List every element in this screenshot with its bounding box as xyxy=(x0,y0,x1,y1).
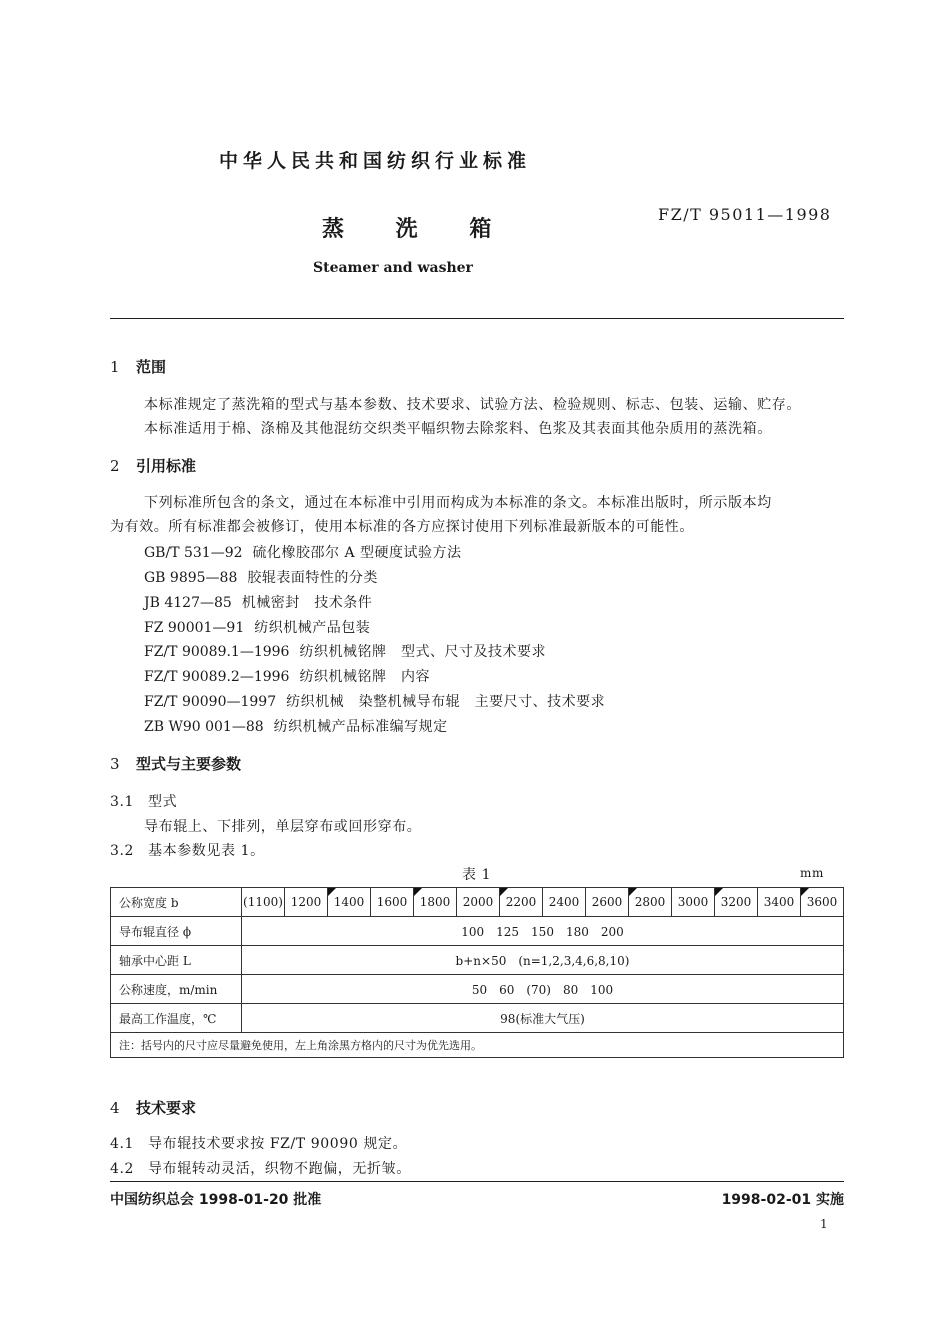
width-cell: 2000 xyxy=(457,888,500,917)
reference-code: JB 4127—85 xyxy=(144,595,232,611)
reference-title: 纺织机械产品标准编写规定 xyxy=(273,719,448,735)
table-unit: mm xyxy=(800,866,824,880)
section-3-heading xyxy=(110,753,241,774)
width-cell: 2600 xyxy=(586,888,629,917)
subsection-3-1-heading xyxy=(110,791,177,811)
section-2-para-line-2: 为有效。所有标准都会被修订，使用本标准的各方应探讨使用下列标准最新版本的可能性。 xyxy=(110,519,694,535)
reference-code: ZB W90 001—88 xyxy=(144,719,264,735)
row-value: 50 60 (70) 80 100 xyxy=(242,975,844,1004)
section-1-para-1: 本标准规定了蒸洗箱的型式与基本参数、技术要求、试验方法、检验规则、标志、包装、运输、贮存。 xyxy=(144,397,801,413)
reference-item xyxy=(144,691,605,711)
section-number: 3 xyxy=(110,755,120,773)
subsection-text: 导布辊技术要求按 FZ/T 90090 规定。 xyxy=(148,1136,408,1152)
reference-title: 纺织机械铭牌 内容 xyxy=(299,669,430,685)
reference-title: 纺织机械 染整机械导布辊 主要尺寸、技术要求 xyxy=(286,694,606,710)
width-cell-preferred: 2800 xyxy=(629,888,672,917)
section-2-para-line-1: 下列标准所包含的条文，通过在本标准中引用而构成为本标准的条文。本标准出版时，所示版本均 xyxy=(144,495,772,511)
table-row xyxy=(111,975,844,1004)
section-title: 型式与主要参数 xyxy=(136,755,242,773)
reference-title: 纺织机械产品包装 xyxy=(254,620,371,636)
table-note-row xyxy=(111,1033,844,1058)
width-cell-preferred: 3200 xyxy=(715,888,758,917)
width-cell: 3400 xyxy=(758,888,801,917)
section-1-heading xyxy=(110,356,166,377)
reference-title: 机械密封 技术条件 xyxy=(241,595,373,611)
table-row xyxy=(111,946,844,975)
subsection-4-2 xyxy=(110,1158,411,1178)
width-cell: (1100) xyxy=(242,888,285,917)
standard-category-header: 中华人民共和国纺织行业标准 xyxy=(219,150,532,172)
footer-rule xyxy=(110,1181,844,1182)
section-2-heading xyxy=(110,455,196,476)
reference-code: FZ 90001—91 xyxy=(144,620,245,636)
section-title: 范围 xyxy=(136,358,167,376)
reference-item xyxy=(144,592,372,612)
subsection-title: 型式 xyxy=(148,794,178,810)
subsection-text: 导布辊转动灵活，织物不跑偏，无折皱。 xyxy=(148,1161,411,1177)
subsection-3-1-text: 导布辊上、下排列，单层穿布或回形穿布。 xyxy=(144,819,422,835)
reference-code: FZ/T 90089.2—1996 xyxy=(144,669,290,685)
table-note: 注：括号内的尺寸应尽量避免使用，左上角涂黑方格内的尺寸为优先选用。 xyxy=(111,1033,844,1058)
row-label: 轴承中心距 L xyxy=(111,946,242,975)
page-number: 1 xyxy=(820,1217,828,1231)
reference-code: GB 9895—88 xyxy=(144,570,238,586)
document-title-en: Steamer and washer xyxy=(313,260,473,276)
document-title-cn: 蒸 洗 箱 xyxy=(322,216,514,242)
subsection-text: 基本参数见表 1。 xyxy=(148,843,265,859)
section-4-heading xyxy=(110,1097,196,1118)
row-label: 导布辊直径 ϕ xyxy=(111,917,242,946)
parameter-table xyxy=(110,887,844,1058)
row-label: 最高工作温度，℃ xyxy=(111,1004,242,1033)
row-label: 公称宽度 b xyxy=(111,888,242,917)
table-row xyxy=(111,917,844,946)
reference-item xyxy=(144,666,430,686)
reference-item xyxy=(144,716,448,736)
table-caption: 表 1 xyxy=(462,867,492,883)
section-number: 1 xyxy=(110,358,120,376)
width-cell-preferred: 1400 xyxy=(328,888,371,917)
row-value: b+n×50 (n=1,2,3,4,6,8,10) xyxy=(242,946,844,975)
section-title: 引用标准 xyxy=(136,457,197,475)
section-number: 4 xyxy=(110,1099,120,1117)
subsection-4-1 xyxy=(110,1133,407,1153)
subsection-number: 3.1 xyxy=(110,794,135,810)
section-title: 技术要求 xyxy=(136,1099,197,1117)
reference-title: 纺织机械铭牌 型式、尺寸及技术要求 xyxy=(299,644,546,660)
standard-code: FZ/T 95011—1998 xyxy=(658,205,832,224)
approval-date: 中国纺织总会 1998-01-20 批准 xyxy=(110,1192,322,1208)
reference-code: FZ/T 90089.1—1996 xyxy=(144,644,290,660)
reference-code: GB/T 531—92 xyxy=(144,545,243,561)
width-cell: 1600 xyxy=(371,888,414,917)
row-label: 公称速度，m/min xyxy=(111,975,242,1004)
width-cell: 3000 xyxy=(672,888,715,917)
section-number: 2 xyxy=(110,457,120,475)
reference-title: 胶辊表面特性的分类 xyxy=(247,570,378,586)
width-cell-preferred: 1800 xyxy=(414,888,457,917)
reference-item xyxy=(144,567,378,587)
width-cell-preferred: 3600 xyxy=(801,888,844,917)
reference-title: 硫化橡胶邵尔 A 型硬度试验方法 xyxy=(252,545,462,561)
reference-item xyxy=(144,641,546,661)
reference-item xyxy=(144,617,370,637)
row-value: 98(标准大气压) xyxy=(242,1004,844,1033)
width-cell: 2400 xyxy=(543,888,586,917)
section-1-para-2: 本标准适用于棉、涤棉及其他混纺交织类平幅织物去除浆料、色浆及其表面其他杂质用的蒸洗箱。 xyxy=(144,421,772,437)
subsection-number: 4.2 xyxy=(110,1161,135,1177)
subsection-3-2 xyxy=(110,840,265,860)
width-cell-preferred: 2200 xyxy=(500,888,543,917)
subsection-number: 3.2 xyxy=(110,843,135,859)
subsection-number: 4.1 xyxy=(110,1136,135,1152)
row-value: 100 125 150 180 200 xyxy=(242,917,844,946)
effective-date: 1998-02-01 实施 xyxy=(721,1192,844,1208)
reference-item xyxy=(144,542,462,562)
width-cell: 1200 xyxy=(285,888,328,917)
header-rule xyxy=(110,318,844,319)
table-row xyxy=(111,888,844,917)
reference-code: FZ/T 90090—1997 xyxy=(144,694,277,710)
table-row xyxy=(111,1004,844,1033)
